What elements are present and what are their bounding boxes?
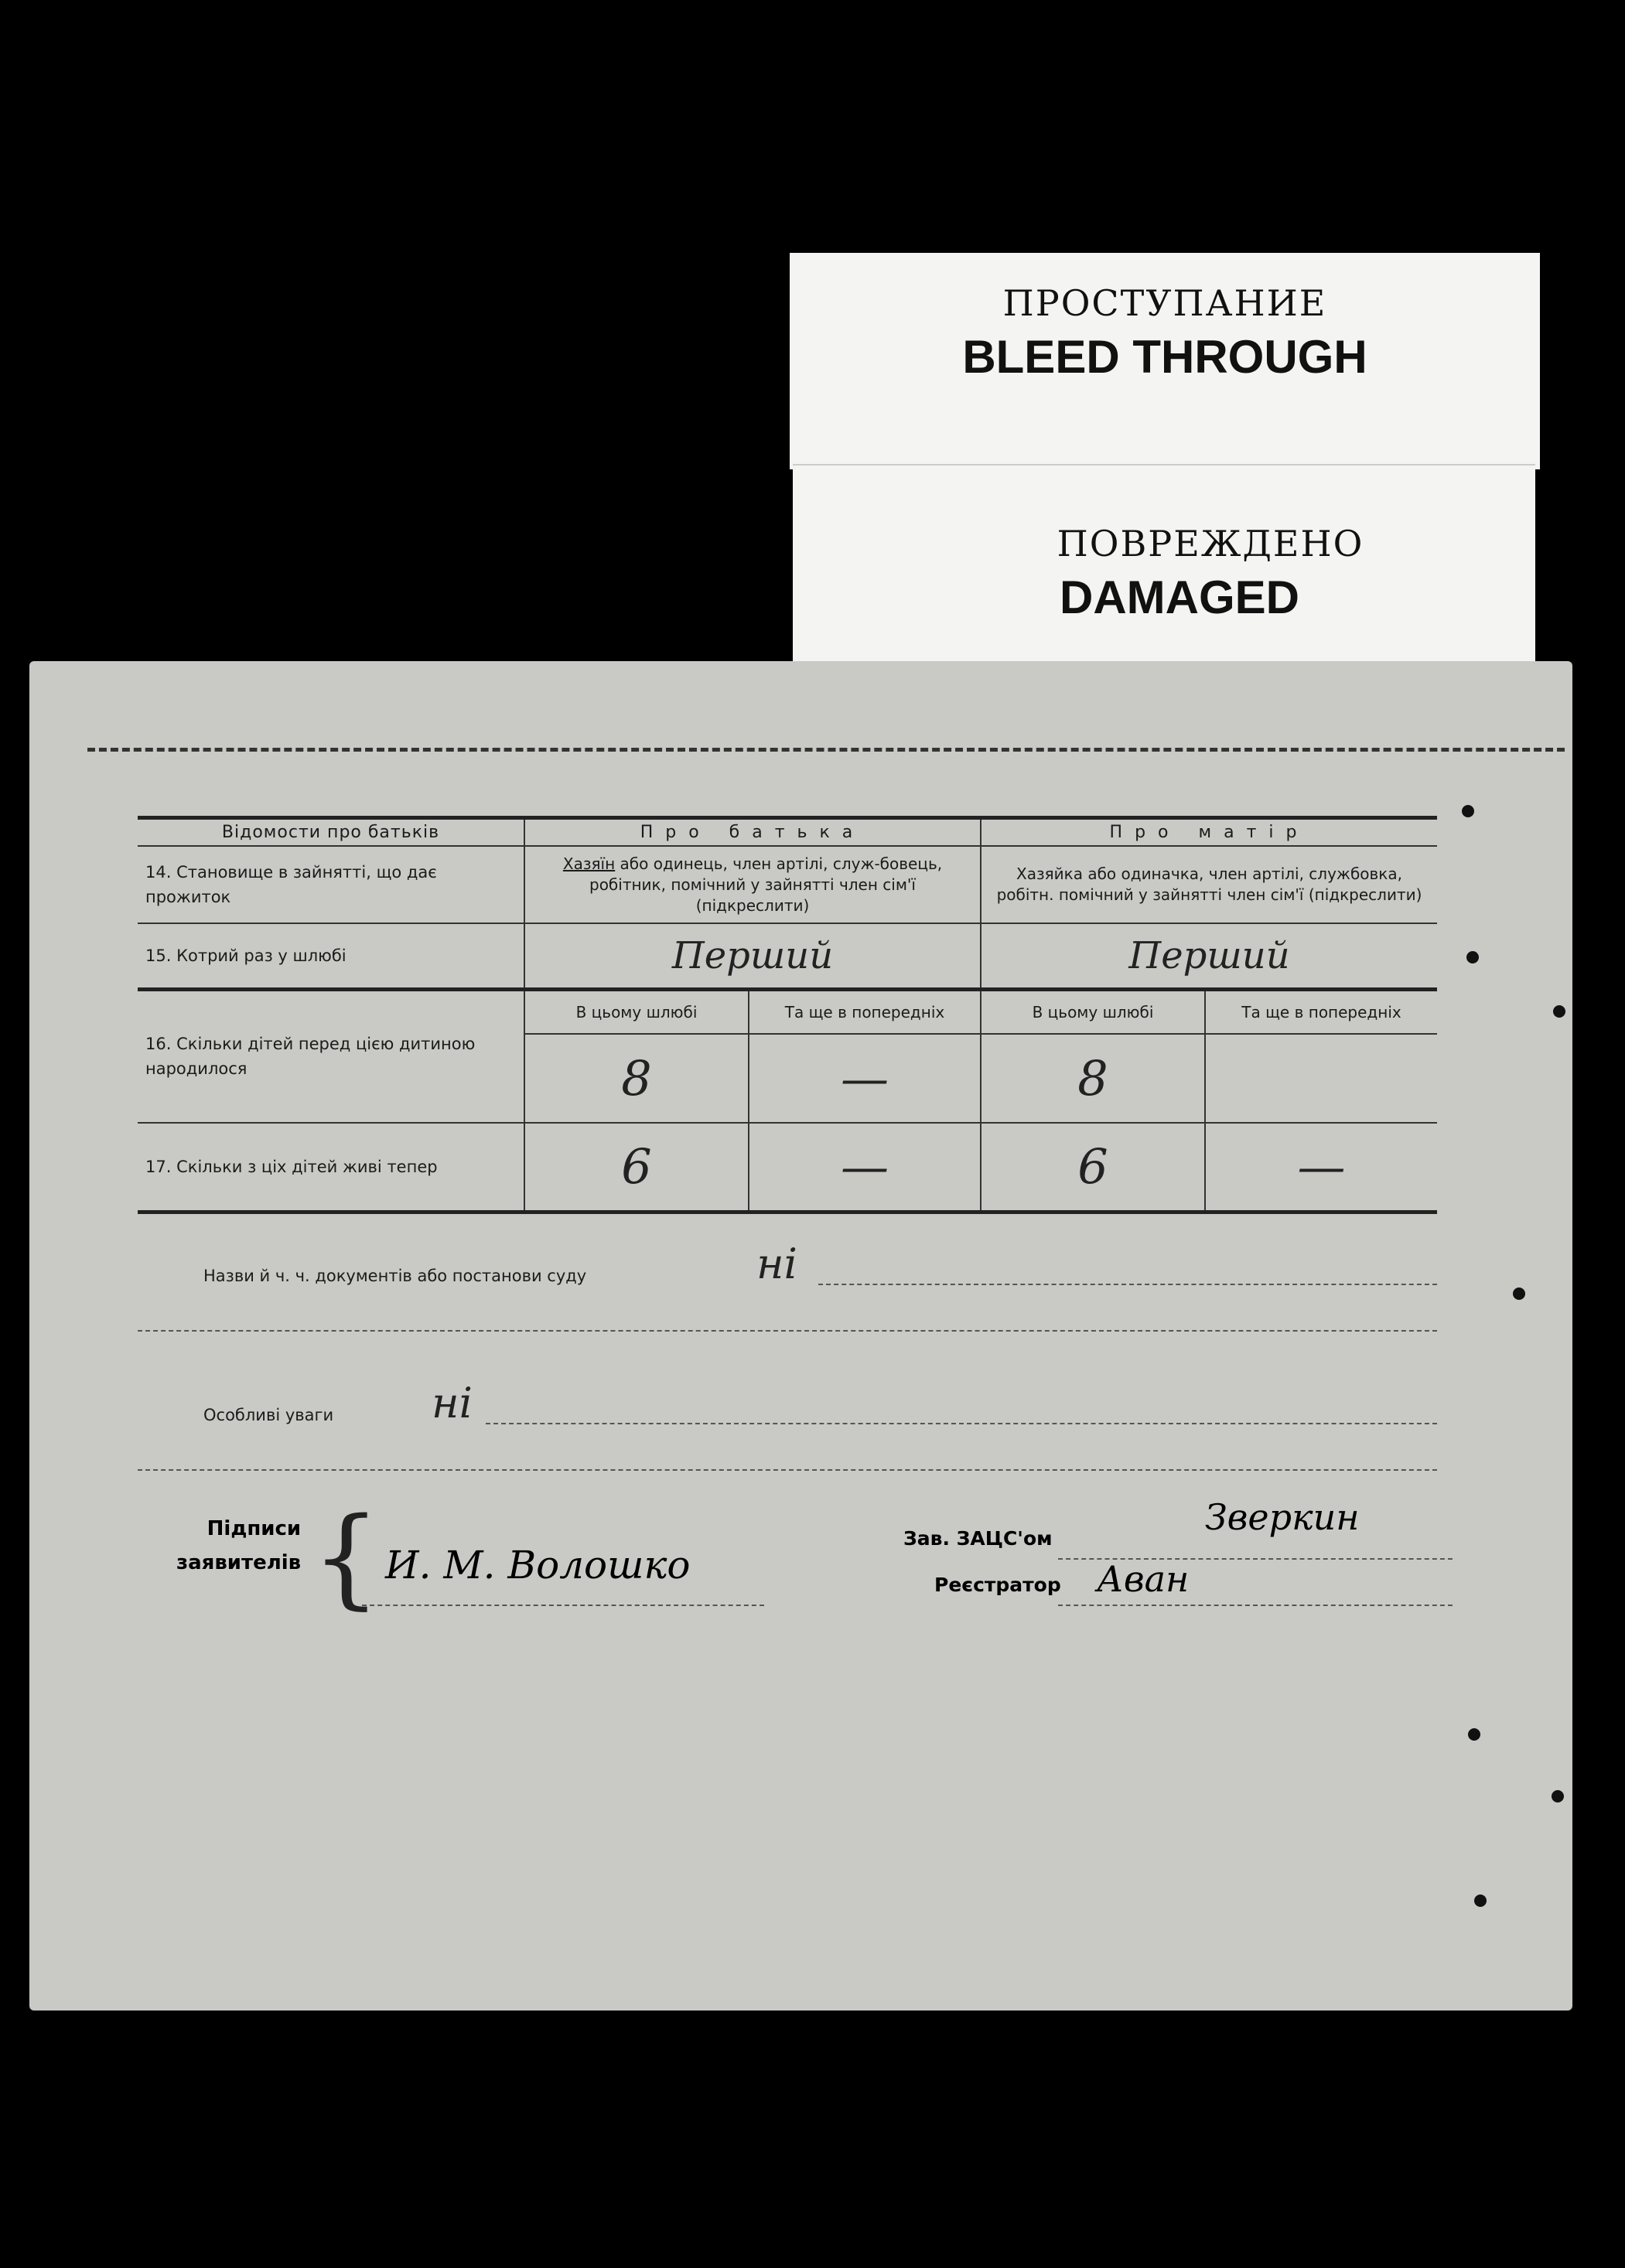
head-registry-label: Зав. ЗАЦС'ом	[903, 1527, 1053, 1550]
q15-label	[138, 923, 524, 989]
q17-label	[138, 1123, 524, 1212]
q14-father-rest: або одинець, член артілі, служ-бовець, робітник, помічний у зайнятті член сім'ї (підкреслити)	[589, 854, 943, 915]
q14-father-underlined: Хазяїн	[562, 854, 616, 873]
bleed-through-ru: ПРОСТУПАНИЕ	[1002, 282, 1327, 324]
notes-row	[138, 1376, 1437, 1431]
q15-text: Котрий раз у шлюбі	[176, 946, 347, 965]
applicant-signature: И. М. Волошко	[385, 1543, 691, 1588]
q17-text: Скільки з ціх дітей живі тепер	[176, 1157, 438, 1176]
documents-line	[818, 1284, 1437, 1285]
applicants-label-line2: заявителів	[176, 1551, 302, 1574]
punch-hole	[1552, 1790, 1564, 1802]
q14-text: Становище в зайнятті, що дає прожиток	[145, 863, 437, 906]
documents-row	[138, 1237, 1437, 1291]
parents-table	[138, 816, 1437, 1214]
applicants-label-line1: Підписи	[207, 1517, 302, 1540]
applicant-signature-line	[362, 1605, 764, 1606]
damaged-ru: ПОВРЕЖДЕНО	[1057, 523, 1364, 564]
subheader-mother-this: В цьому шлюбі	[981, 989, 1205, 1034]
notes-line-2	[138, 1469, 1437, 1471]
parents-info-form	[138, 816, 1437, 1477]
q16-label	[138, 989, 524, 1123]
notes-label: Особливі уваги	[203, 1405, 334, 1424]
q14-number: 14.	[145, 863, 172, 882]
q17-mother-previous: —	[1205, 1123, 1437, 1212]
brace-bracket: {	[312, 1495, 381, 1621]
documents-label: Назви й ч. ч. документів або постанови суду	[203, 1266, 587, 1285]
punch-hole	[1462, 805, 1474, 817]
punch-hole	[1468, 1728, 1480, 1741]
q14-mother-options: Хазяйка або одиначка, член артілі, службовка, робітн. помічний у зайнятті член сім'ї (підкреслити)	[981, 846, 1437, 923]
q16-number: 16.	[145, 1035, 172, 1054]
damaged-notice	[793, 464, 1535, 667]
documents-row-2	[138, 1291, 1437, 1338]
q14-father-options	[524, 846, 981, 923]
head-registry-signature: Зверкин	[1205, 1496, 1360, 1538]
punch-hole	[1553, 1005, 1565, 1018]
q15-mother-value: Перший	[981, 923, 1437, 989]
subheader-father-this: В цьому шлюбі	[524, 989, 749, 1034]
documents-line-2	[138, 1330, 1437, 1332]
punch-hole	[1513, 1287, 1525, 1300]
notes-line	[486, 1423, 1437, 1424]
q16-mother-this: 8	[981, 1034, 1205, 1123]
applicants-signatures-label	[176, 1512, 301, 1580]
bleed-through-en: BLEED THROUGH	[962, 331, 1367, 383]
q14-label	[138, 846, 524, 923]
perforation-line	[87, 748, 1565, 752]
q16-father-this: 8	[524, 1034, 749, 1123]
header-mother: Про матір	[981, 818, 1437, 847]
q16-mother-previous	[1205, 1034, 1437, 1123]
punch-hole	[1474, 1895, 1487, 1907]
q17-number: 17.	[145, 1157, 172, 1176]
punch-hole	[1466, 951, 1479, 963]
q15-number: 15.	[145, 946, 172, 965]
q16-text: Скільки дітей перед цією дитиною народилося	[145, 1035, 476, 1079]
q16-father-previous: —	[749, 1034, 981, 1123]
registrar-line	[1058, 1605, 1453, 1606]
registrar-label: Реєстратор	[934, 1574, 1061, 1596]
document-page	[29, 661, 1572, 2011]
signatures-block	[138, 1495, 1453, 1666]
subheader-mother-previous: Та ще в попередніх	[1205, 989, 1437, 1034]
header-parents-info: Відомости про батьків	[138, 818, 524, 847]
documents-value: ні	[756, 1239, 797, 1288]
q17-mother-this: 6	[981, 1123, 1205, 1212]
q17-father-previous: —	[749, 1123, 981, 1212]
q17-father-this: 6	[524, 1123, 749, 1212]
notes-value: ні	[432, 1378, 473, 1427]
bleed-through-notice	[790, 253, 1540, 469]
notes-row-2	[138, 1431, 1437, 1477]
damaged-en: DAMAGED	[1060, 571, 1299, 623]
subheader-father-previous: Та ще в попередніх	[749, 989, 981, 1034]
header-father: Про батька	[524, 818, 981, 847]
registrar-signature: Аван	[1097, 1558, 1190, 1600]
q15-father-value: Перший	[524, 923, 981, 989]
